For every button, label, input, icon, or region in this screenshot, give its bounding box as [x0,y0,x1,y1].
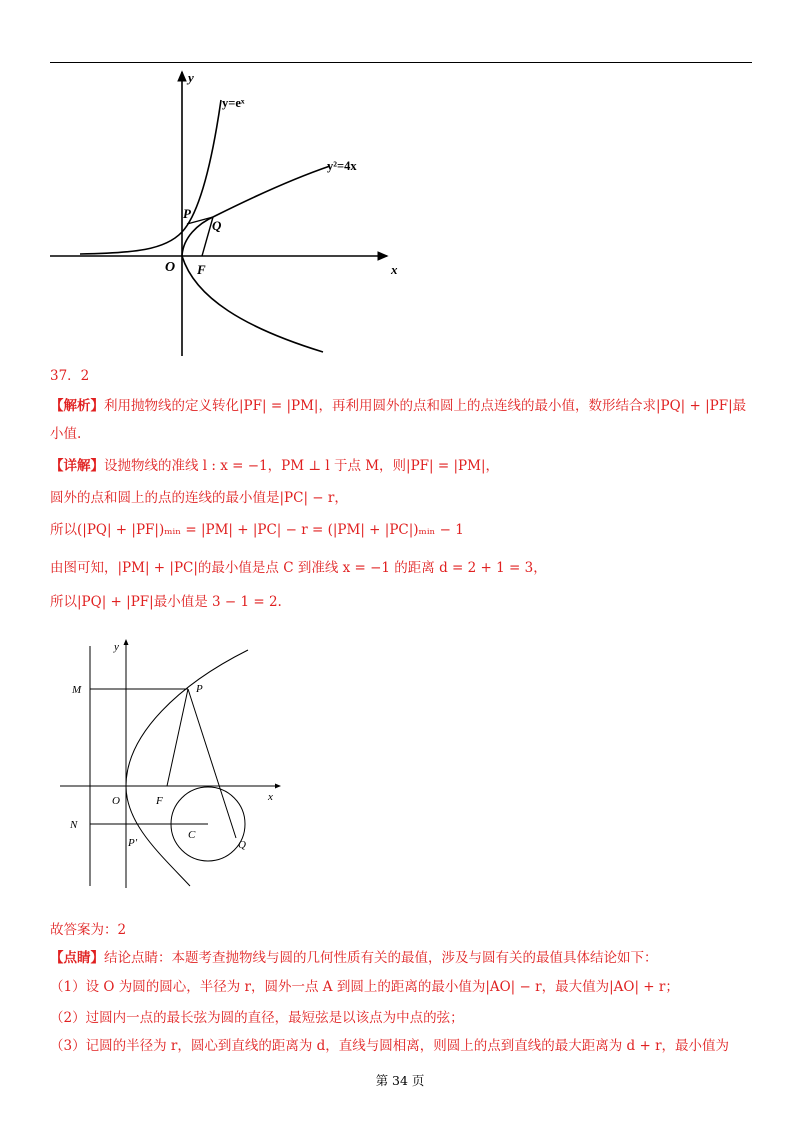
label-q: Q [212,218,222,233]
remark-text-1: 结论点睛：本题考查抛物线与圆的几何性质有关的最值，涉及与圆有关的最值具体结论如下： [104,950,658,966]
parabola-2 [126,650,248,886]
label-m: M [72,684,82,696]
label-parabola: y²=4x [327,159,357,173]
remark-tag: 【点睛】 [50,950,104,966]
label-y-axis-2: y [114,641,119,653]
label-p-prime: P' [128,837,138,849]
segment-pf [167,689,188,786]
detail-line-5: 所以|PQ| + |PF|最小值是 3 − 1 = 2. [50,594,282,610]
detail-line-3: 所以(|PQ| + |PF|)ₘᵢₙ = |PM| + |PC| − r = (|PM| + |PC|)ₘᵢₙ − 1 [50,522,464,538]
remark-item-1: （1）设 O 为圆的圆心，半径为 r，圆外一点 A 到圆上的距离的最小值为|AO| − r，最大值为|AO| + r； [50,979,679,995]
header-rule [50,62,752,63]
remark-item-3: （3）记圆的半径为 r，圆心到直线的距离为 d，直线与圆相离，则圆上的点到直线的最大距离为 d + r，最小值为 [50,1038,730,1054]
detail-line-4: 由图可知，|PM| + |PC|的最小值是点 C 到准线 x = −1 的距离 d = 2 + 1 = 3， [50,560,547,576]
label-exp: y=eˣ [222,96,245,110]
label-f: F [197,262,206,277]
label-f: F [156,795,163,807]
remark-line-1 [50,948,658,968]
label-p: P [183,206,191,221]
analysis-line-1 [50,396,746,416]
label-q: Q [238,839,246,851]
label-n: N [70,819,78,831]
label-c: C [188,829,196,841]
analysis-line-2: 小值. [50,426,82,442]
analysis-text-1: 利用抛物线的定义转化|PF| = |PM|，再利用圆外的点和圆上的点连线的最小值，数形结合求|PQ| + |PF|最 [104,398,747,414]
parabola-curve [182,166,330,352]
answer-line: 故答案为：2 [50,922,127,938]
label-origin: O [165,260,176,275]
label-x-axis-2: x [268,791,273,803]
page-number: 第 34 页 [375,1073,425,1088]
analysis-tag: 【解析】 [50,398,104,414]
remark-item-2: （2）过圆内一点的最长弦为圆的直径，最短弦是以该点为中点的弦； [50,1010,464,1026]
segment-pq [188,689,236,838]
exp-curve [80,100,221,254]
detail-text-1: 设抛物线的准线 l : x = −1，PM ⊥ l 于点 M，则|PF| = |PM|， [104,458,499,474]
label-origin-2: O [112,795,120,807]
label-y-axis: y [188,70,194,85]
detail-tag: 【详解】 [50,458,104,474]
label-x-axis: x [391,262,398,277]
problem-number: 37．2 [50,368,90,384]
detail-line-1 [50,456,499,476]
label-p: P [196,683,203,695]
figure-parabola-circle [60,634,300,890]
figure-exp-parabola [45,66,405,360]
detail-line-2: 圆外的点和圆上的点的连线的最小值是|PC| − r， [50,490,348,506]
